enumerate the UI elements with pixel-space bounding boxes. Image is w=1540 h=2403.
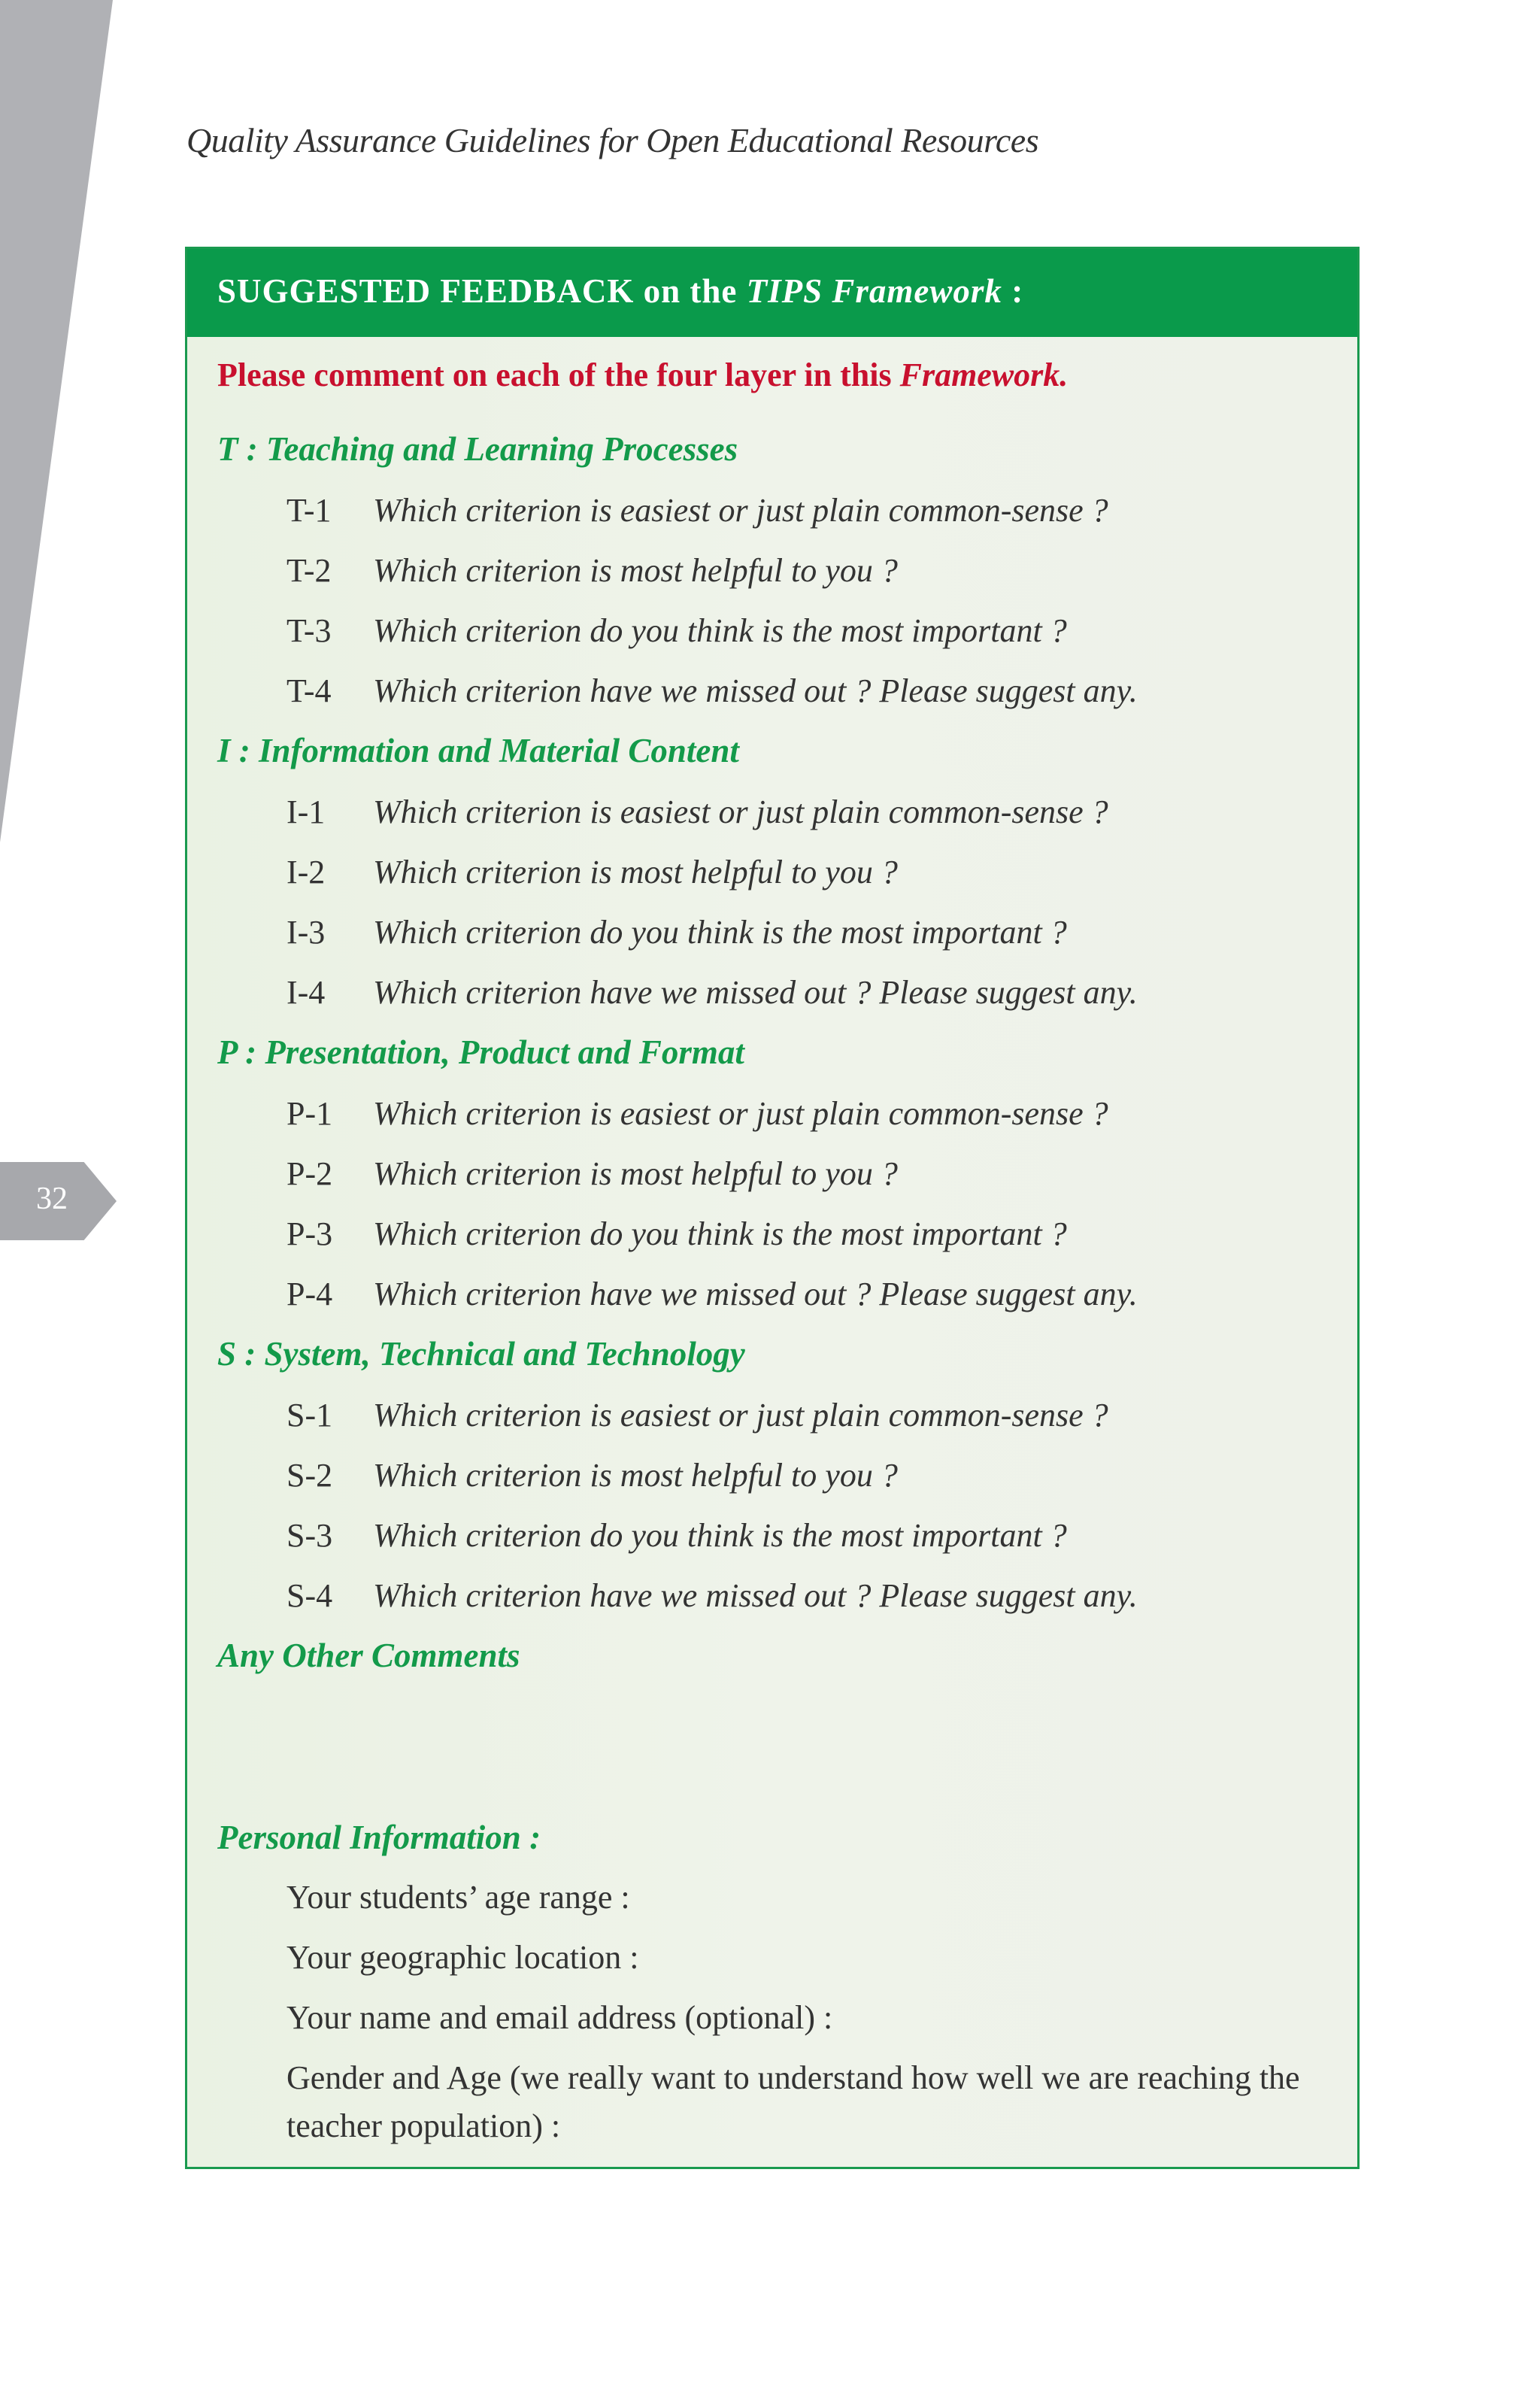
item-question: Which criterion have we missed out ? Please suggest any. — [373, 1276, 1138, 1312]
section-letter: T : — [217, 430, 258, 468]
list-item — [286, 1456, 898, 1494]
list-item — [286, 672, 1138, 710]
title-part-1: SUGGESTED FEEDBACK on the — [217, 272, 738, 310]
item-question: Which criterion is most helpful to you ? — [373, 854, 898, 891]
item-code: P-2 — [286, 1155, 333, 1192]
item-question: Which criterion do you think is the most important ? — [373, 1215, 1067, 1252]
list-item — [286, 1275, 1138, 1313]
title-part-3: : — [1011, 272, 1024, 310]
item-question: Which criterion is easiest or just plain common-sense ? — [373, 492, 1108, 529]
title-part-2: TIPS Framework — [746, 272, 1002, 310]
list-item — [286, 551, 898, 590]
list-item — [286, 491, 1108, 529]
item-code: S-4 — [286, 1577, 333, 1614]
item-code: S-1 — [286, 1397, 333, 1434]
item-question: Which criterion is easiest or just plain common-sense ? — [373, 793, 1108, 830]
list-item — [286, 913, 1067, 951]
item-question: Which criterion do you think is the most important ? — [373, 1517, 1067, 1554]
list-item — [286, 793, 1108, 831]
item-question: Which criterion is most helpful to you ? — [373, 1155, 898, 1192]
section-title: Presentation, Product and Format — [265, 1033, 744, 1071]
list-item — [286, 1215, 1067, 1253]
item-code: I-3 — [286, 914, 326, 951]
running-header: Quality Assurance Guidelines for Open Educational Resources — [186, 121, 1039, 159]
personal-info-heading: Personal Information : — [217, 1819, 541, 1856]
list-item — [286, 1154, 898, 1193]
personal-field-age-range: Your students’ age range : — [286, 1879, 630, 1916]
item-code: P-4 — [286, 1276, 333, 1312]
list-item — [286, 973, 1138, 1012]
personal-field-location: Your geographic location : — [286, 1939, 639, 1976]
section-title: Teaching and Learning Processes — [265, 430, 738, 468]
section-heading-i — [217, 731, 739, 770]
item-question: Which criterion is most helpful to you ? — [373, 552, 898, 589]
section-title: System, Technical and Technology — [264, 1335, 745, 1373]
item-question: Which criterion is easiest or just plain common-sense ? — [373, 1397, 1108, 1434]
item-question: Which criterion do you think is the most important ? — [373, 612, 1067, 649]
item-question: Which criterion do you think is the most important ? — [373, 914, 1067, 951]
page-number: 32 — [36, 1182, 68, 1216]
item-code: S-2 — [286, 1457, 333, 1494]
list-item — [286, 1094, 1108, 1133]
item-code: S-3 — [286, 1517, 333, 1554]
item-question: Which criterion have we missed out ? Please suggest any. — [373, 974, 1138, 1011]
item-code: P-3 — [286, 1215, 333, 1252]
item-question: Which criterion is easiest or just plain common-sense ? — [373, 1095, 1108, 1132]
list-item — [286, 611, 1067, 650]
item-code: T-2 — [286, 552, 332, 589]
section-title: Information and Material Content — [259, 732, 739, 769]
feedback-box — [185, 247, 1360, 2169]
section-letter: P : — [217, 1033, 257, 1071]
item-code: T-4 — [286, 672, 332, 709]
item-code: I-1 — [286, 793, 326, 830]
other-comments-heading: Any Other Comments — [217, 1637, 520, 1674]
item-question: Which criterion have we missed out ? Please suggest any. — [373, 672, 1138, 709]
section-heading-p — [217, 1033, 744, 1072]
item-code: P-1 — [286, 1095, 333, 1132]
instruction-part-1: Please comment on each of the four layer in this — [217, 357, 892, 393]
instruction-part-2: Framework. — [899, 357, 1069, 393]
list-item — [286, 1396, 1108, 1434]
feedback-box-header — [187, 249, 1357, 337]
side-decorative-band — [0, 0, 113, 842]
list-item — [286, 1576, 1138, 1615]
item-code: T-3 — [286, 612, 332, 649]
list-item — [286, 1516, 1067, 1555]
feedback-box-title — [217, 272, 1023, 311]
instruction-text — [217, 356, 1068, 394]
section-letter: I : — [217, 732, 250, 769]
section-letter: S : — [217, 1335, 256, 1373]
item-question: Which criterion is most helpful to you ? — [373, 1457, 898, 1494]
list-item — [286, 853, 898, 891]
item-code: I-4 — [286, 974, 326, 1011]
section-heading-s — [217, 1334, 745, 1373]
section-heading-t — [217, 429, 738, 469]
personal-field-name-email: Your name and email address (optional) : — [286, 1999, 833, 2036]
item-code: T-1 — [286, 492, 332, 529]
personal-field-gender-age: Gender and Age (we really want to understand how well we are reaching the teacher population) : — [286, 2059, 1300, 2144]
item-code: I-2 — [286, 854, 326, 891]
item-question: Which criterion have we missed out ? Please suggest any. — [373, 1577, 1138, 1614]
